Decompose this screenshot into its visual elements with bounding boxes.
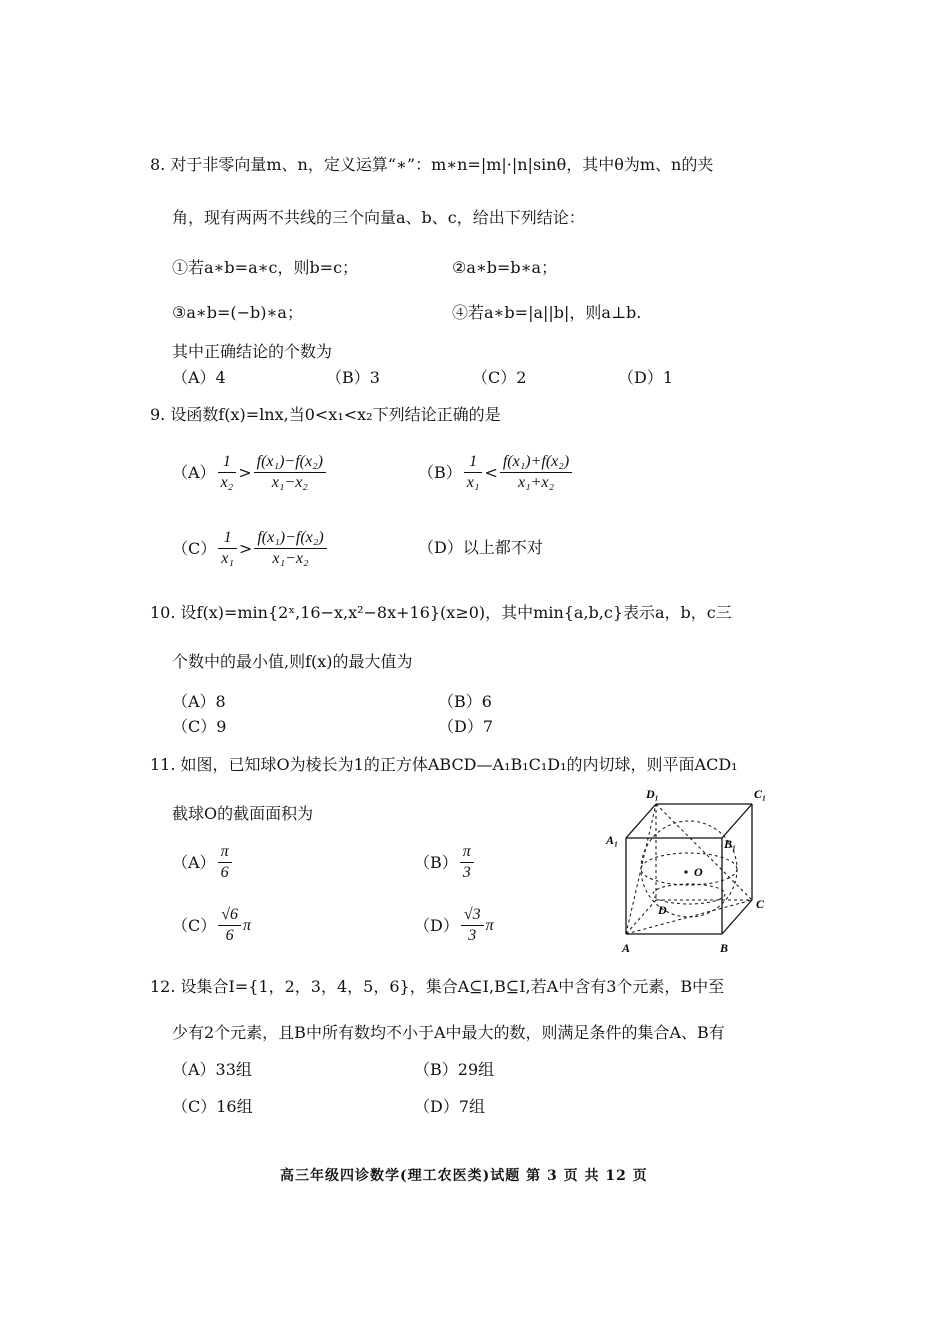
q9-b-op: < (484, 462, 498, 482)
q11-d-label: （D） (414, 915, 459, 935)
q8-question: 其中正确结论的个数为 (172, 342, 333, 361)
page-footer: 高三年级四诊数学(理工农医类)试题 第 3 页 共 12 页 (280, 1168, 648, 1184)
q9-option-b (418, 452, 574, 493)
q8-option-b: （B）3 (326, 368, 380, 387)
q9-option-a (172, 452, 328, 493)
q8-conclusion-4: ④若a∗b=|a||b|，则a⊥b. (452, 303, 642, 322)
q9-b-label: （B） (418, 462, 462, 482)
q11-d-tail: π (485, 916, 494, 934)
q10-option-b: （B）6 (438, 692, 492, 711)
label-c1: C₁ (754, 787, 767, 801)
label-b1: B₁ (724, 837, 737, 851)
q11-c-num: √6 (218, 905, 241, 926)
q9-option-d: （D）以上都不对 (418, 538, 543, 557)
q9-c-lhs-num: 1 (218, 528, 237, 549)
q11-option-a (172, 842, 234, 883)
q11-d-den: 3 (468, 927, 477, 944)
q9-a-rhs-den: x₁−x₂ (271, 474, 308, 491)
q11-option-c (172, 905, 251, 946)
q12-line2: 少有2个元素，且B中所有数均不小于A中最大的数，则满足条件的集合A、B有 (172, 1023, 725, 1042)
q11-d-num: √3 (461, 905, 484, 926)
q11-c-tail: π (243, 916, 252, 934)
label-c: C (756, 897, 765, 911)
q8-option-c: （C）2 (472, 368, 527, 387)
q9-c-lhs-den: x₁ (221, 550, 234, 567)
q9-stem: 9. 设函数f(x)=lnx,当0<x₁<x₂下列结论正确的是 (150, 405, 501, 424)
q11-c-label: （C） (172, 915, 217, 935)
q9-a-op: > (238, 462, 252, 482)
q8-option-d: （D）1 (618, 368, 674, 387)
label-d1: D₁ (646, 787, 659, 801)
q9-b-rhs-num: f(x₁)+f(x₂) (500, 452, 572, 473)
label-a1: A₁ (606, 833, 619, 847)
q8-conclusion-2: ②a∗b=b∗a； (452, 258, 558, 277)
q9-c-rhs-den: x₁−x₂ (272, 550, 309, 567)
q9-a-label: （A） (172, 462, 216, 482)
q10-option-a: （A）8 (172, 692, 226, 711)
q11-b-den: 3 (462, 864, 471, 881)
q9-option-c (172, 528, 329, 569)
q9-b-lhs-num: 1 (464, 452, 483, 473)
q12-option-c: （C）16组 (172, 1097, 253, 1116)
q9-c-rhs-num: f(x₁)−f(x₂) (254, 528, 326, 549)
q9-a-lhs-den: x₂ (220, 474, 234, 491)
label-a: A (622, 941, 631, 955)
q11-a-label: （A） (172, 852, 216, 872)
q10-line1: 10. 设f(x)=min{2ˣ,16−x,x²−8x+16}(x≥0)，其中min{a,b,c}表示a，b，c三 (150, 603, 732, 622)
q10-line2: 个数中的最小值,则f(x)的最大值为 (172, 652, 413, 671)
q8-line2: 角，现有两两不共线的三个向量a、b、c，给出下列结论： (172, 208, 585, 227)
q9-b-lhs-den: x₁ (466, 474, 480, 491)
label-d: D (658, 903, 667, 917)
q11-option-d (414, 905, 494, 946)
q10-option-c: （C）9 (172, 717, 227, 736)
q12-option-a: （A）33组 (172, 1060, 252, 1079)
q8-option-a: （A）4 (172, 368, 226, 387)
q9-c-label: （C） (172, 538, 217, 558)
q9-c-op: > (238, 538, 253, 558)
q8-line1: 8. 对于非零向量m、n，定义运算“∗”：m∗n=|m|·|n|sinθ，其中θ为m、n的夹 (150, 155, 714, 174)
cube-sphere-figure (600, 782, 780, 966)
q11-option-b (414, 842, 476, 883)
q11-a-num: π (218, 842, 232, 863)
label-o: O (694, 865, 703, 879)
q11-line1: 11. 如图，已知球O为棱长为1的正方体ABCD—A₁B₁C₁D₁的内切球，则平面ACD₁ (150, 755, 738, 774)
label-b: B (720, 941, 729, 955)
q12-line1: 12. 设集合I={1，2，3，4，5，6}，集合A⊆I,B⊆I,若A中含有3个元素，B中至 (150, 977, 725, 996)
q8-conclusion-1: ①若a∗b=a∗c，则b=c； (172, 258, 359, 277)
q11-b-num: π (460, 842, 474, 863)
q12-option-d: （D）7组 (414, 1097, 486, 1116)
q9-b-rhs-den: x₁+x₂ (517, 474, 555, 491)
q10-option-d: （D）7 (438, 717, 494, 736)
q9-a-rhs-num: f(x₁)−f(x₂) (254, 452, 326, 473)
q11-c-den: 6 (225, 927, 234, 944)
q8-conclusion-3: ③a∗b=(−b)∗a； (172, 303, 303, 322)
q11-b-label: （B） (414, 852, 458, 872)
q11-line2: 截球O的截面面积为 (172, 804, 314, 823)
q12-option-b: （B）29组 (414, 1060, 495, 1079)
q9-a-lhs-num: 1 (218, 452, 237, 473)
q11-a-den: 6 (220, 864, 229, 881)
